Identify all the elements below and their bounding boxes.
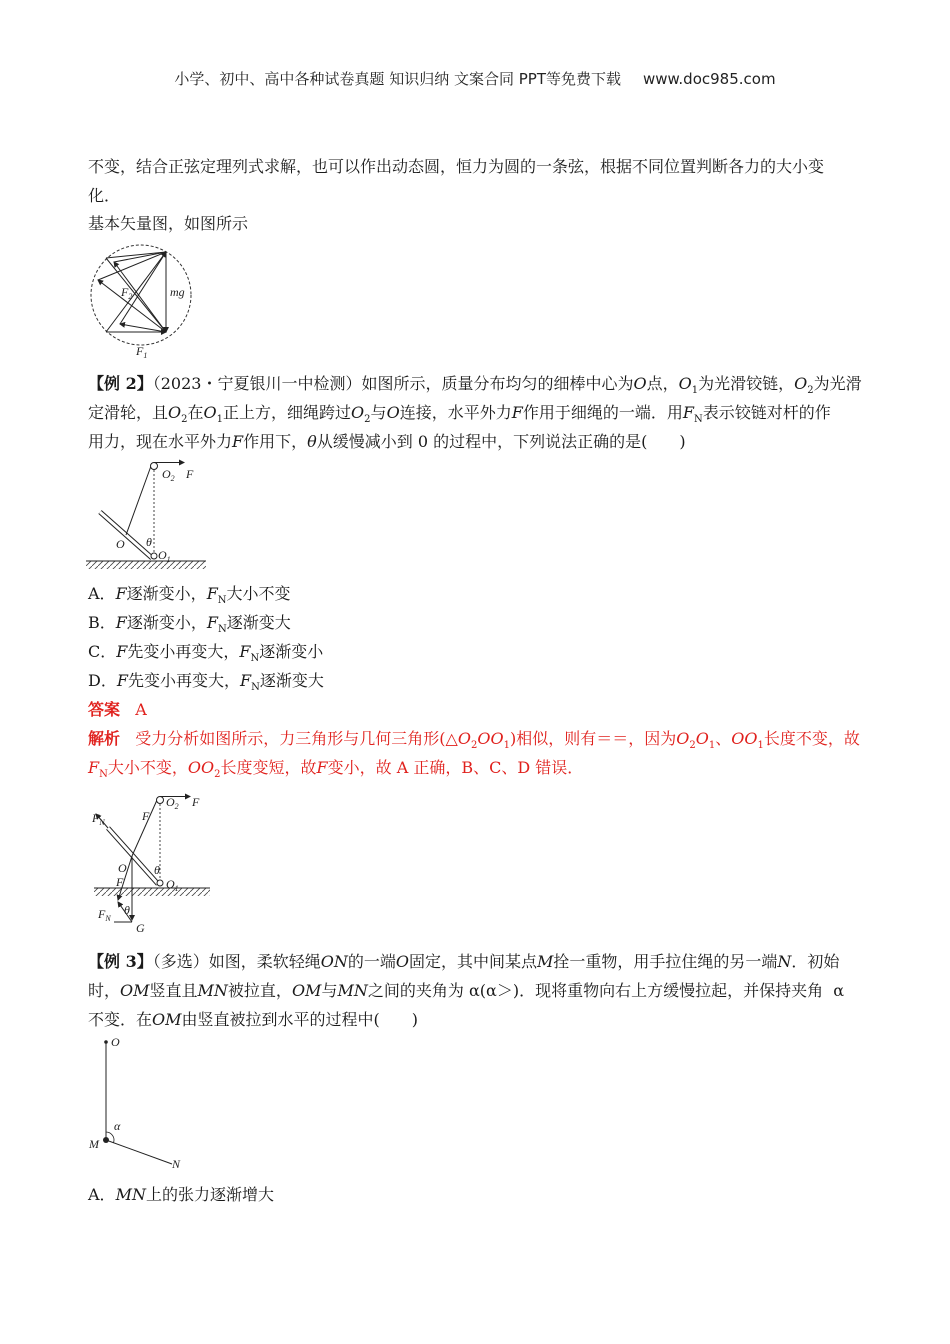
fig1-label-f2: $F_2$ <box>121 285 133 301</box>
fig4-label-o: O <box>111 1035 120 1049</box>
example2-line-3: 用力，现在水平外力F作用下，θ从缓慢减小到 0 的过程中，下列说法正确的是( ) <box>88 432 686 451</box>
fig3-label-o2: $O_2$ <box>166 795 179 811</box>
fig2-label-theta: θ <box>146 535 152 549</box>
example3-line-1: 【例 3】（多选）如图，柔软轻绳ON的一端O固定，其中间某点M拴一重物，用手拉住绳的另一端N．初始 <box>88 952 840 971</box>
example2-line-2: 定滑轮，且$O_2$在$O_1$正上方，细绳跨过$O_2$与O连接，水平外力F作用于细绳的一端．用$F_N$表示铰链对杆的作 <box>88 403 831 426</box>
analysis-line-2: $F_N$大小不变，$OO_2$长度变短，故F变小，故 A 正确，B、C、D 错误． <box>88 758 584 781</box>
fig3-label-fn-bottom: $F_N$ <box>98 907 111 923</box>
fig2-label-f: F <box>186 467 194 481</box>
fig3-label-f: F <box>142 809 150 823</box>
intro-line-3: 基本矢量图，如图所示 <box>88 214 249 233</box>
option-3a[interactable]: A．MN上的张力逐渐增大 <box>88 1185 274 1204</box>
option-2b[interactable]: B．F逐渐变小，$F_N$逐渐变大 <box>88 613 291 636</box>
fig3-label-f-right: F <box>192 795 200 809</box>
option-2c[interactable]: C．F先变小再变大，$F_N$逐渐变小 <box>88 642 324 665</box>
fig4-label-alpha: α <box>114 1119 121 1133</box>
fig3-label-f-mid: F <box>116 875 124 889</box>
answer-line: 答案 A <box>88 700 147 719</box>
force-analysis-figure <box>88 790 228 940</box>
analysis-line-1: 解析 受力分析如图所示，力三角形与几何三角形$(\triangle O_2OO_1)$相似，则有＝＝，因为$O_2O_1$、$OO_1$长度不变，故 <box>88 729 860 752</box>
rope-figure <box>86 1036 196 1176</box>
fig1-label-mg: mg <box>170 285 185 299</box>
fig2-label-o1: $O_1$ <box>158 548 171 564</box>
fig4-label-m: M <box>89 1137 99 1151</box>
option-2a[interactable]: A．F逐渐变小，$F_N$大小不变 <box>88 584 291 607</box>
fig2-label-o: O <box>116 537 125 551</box>
fig3-label-o: O <box>118 861 127 875</box>
fig3-label-fn: $F_N$ <box>92 811 105 827</box>
fig3-label-theta-bottom: θ <box>124 903 130 917</box>
fig3-label-theta: θ <box>154 863 160 877</box>
vector-circle-figure <box>86 240 198 360</box>
fig1-label-f1: $F_1$ <box>136 344 148 360</box>
rod-pulley-figure <box>86 458 226 573</box>
header-site-link[interactable]: www.doc985.com <box>642 70 776 88</box>
intro-line-2: 化． <box>88 186 121 205</box>
page-header <box>0 68 950 89</box>
example3-line-2: 时，OM竖直且MN被拉直，OM与MN之间的夹角为 α(α＞)．现将重物向右上方缓慢拉起，并保持夹角 α <box>88 981 845 1000</box>
fig3-label-o1: $O_1$ <box>166 877 179 893</box>
option-2d[interactable]: D．F先变小再变大，$F_N$逐渐变大 <box>88 671 324 694</box>
example3-line-3: 不变．在OM由竖直被拉到水平的过程中( ) <box>88 1010 419 1029</box>
header-text: 小学、初中、高中各种试卷真题 知识归纳 文案合同 PPT等免费下载 <box>174 70 621 88</box>
fig2-label-o2: $O_2$ <box>162 467 175 483</box>
example2-line-1: 【例 2】（2023・宁夏银川一中检测）如图所示，质量分布均匀的细棒中心为O点，$O_1$为光滑铰链，$O_2$为光滑 <box>88 374 862 397</box>
fig3-label-g: G <box>136 921 145 935</box>
intro-line-1: 不变，结合正弦定理列式求解，也可以作出动态圆，恒力为圆的一条弦，根据不同位置判断各力的大小变 <box>88 157 825 176</box>
fig4-label-n: N <box>172 1157 181 1171</box>
